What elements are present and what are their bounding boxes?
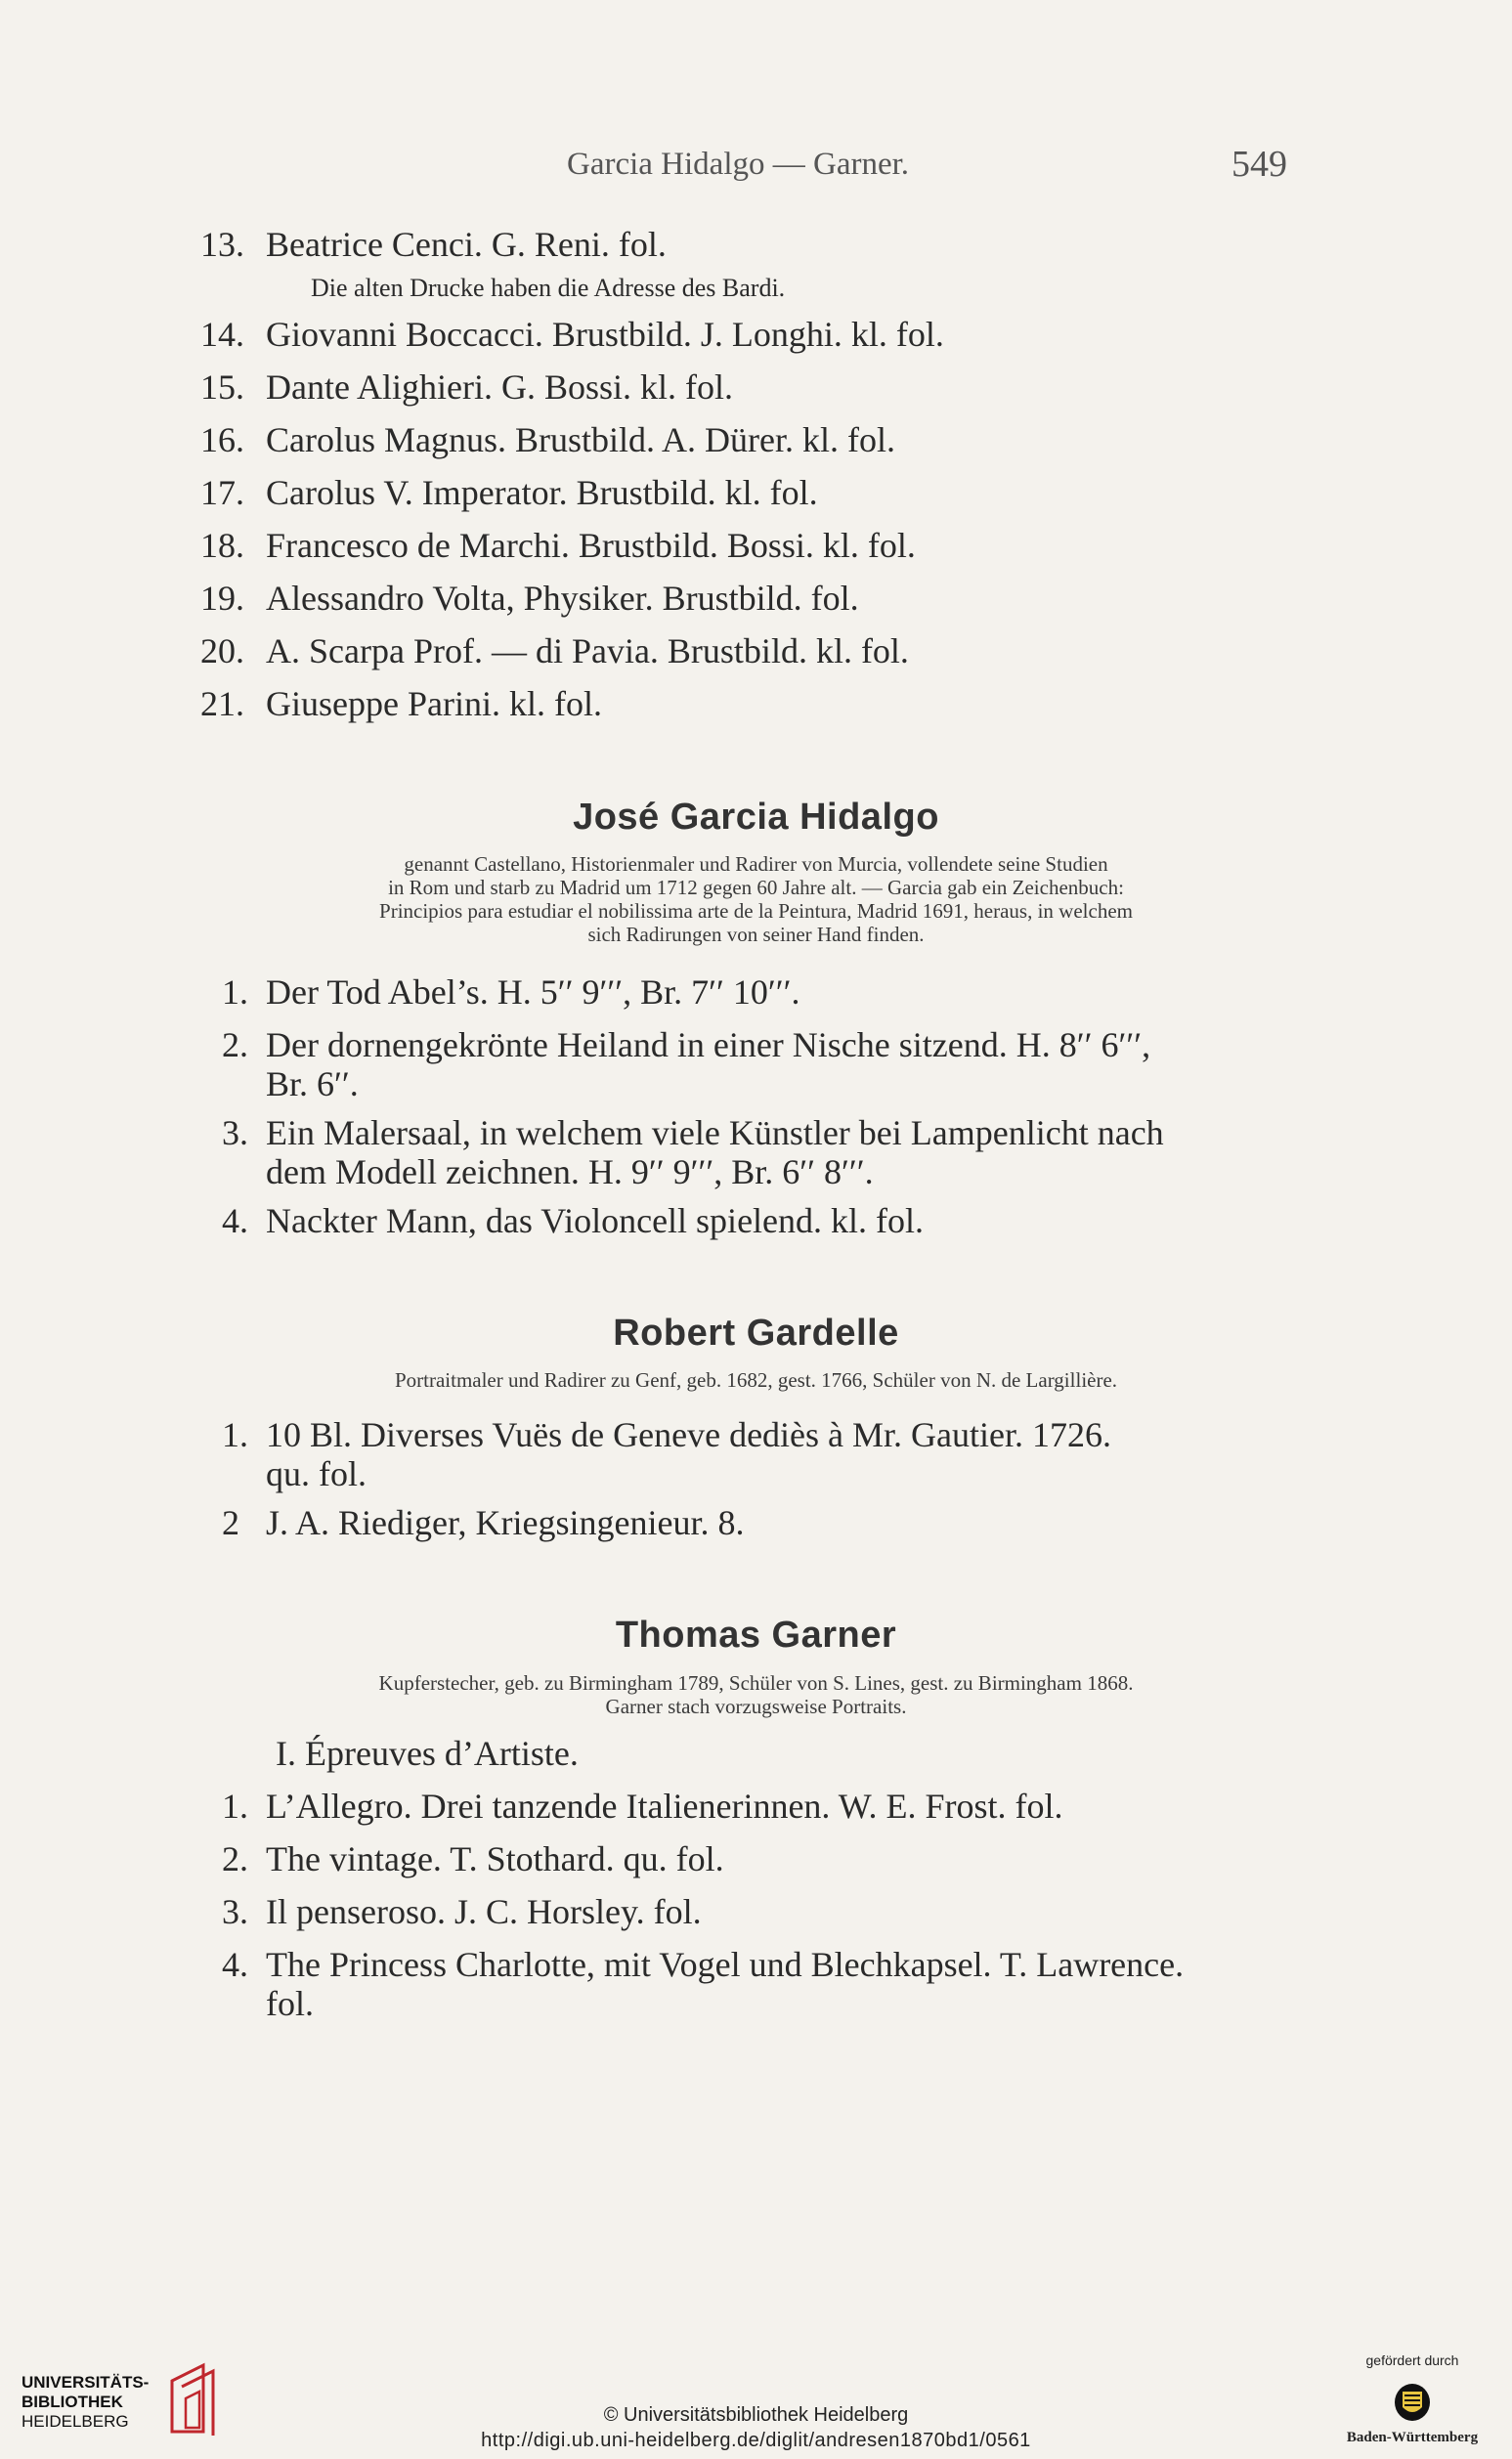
book-page: Garcia Hidalgo — Garner. 549 13. Beatrice Cenci. G. Reni. fol. Die alten Drucke haben die Adresse des Bardi. 14. Giovanni Boccacci. Brustbild. J. Longhi. kl. fol. 15. Dante Alighieri. G. Bossi. kl. fol. 16. Carolus Magnus. Brustbild. A. Dürer. kl. fol. 17. Carolus V. Imperator. Brustbild. kl. fol. 18. Francesco de Marchi. Brustbild. Bossi. kl. fol. 19. Alessandro Volta, Physiker. Brustbild. fol. 20. A. Scarpa Prof. — di Pavia. Brustbild. kl. fol. 21. Giuseppe Parini. kl. fol. José Garcia Hidalgo genannt Castellano, Historienmaler und Radirer von Murcia, vollendete seine Studien in Rom und starb zu Madrid um 1712 gegen 60 Jahre alt. — Garcia gab ein Zeichenbuch: Principios para estudiar el nobilissima arte de la Peintura, Madrid 1691, heraus, in welchem sich Radirungen von seiner Hand finden. 1. Der Tod Abel’s. H. 5′′ 9′′′, Br. 7′′ 10′′′. 2. Der dornengekrönte Heiland in einer Nische sitzend. H. 8′′ 6′′′, Br. 6′′. 3. Ein Malersaal, in welchem viele Künstler bei Lampenlicht nach dem Modell zeichnen. H. 9′′ 9′′′, Br. 6′′ 8′′′. 4. Nackter Mann, das Violoncell spielend. kl. fol. Robert Gardelle Portraitmaler und Radirer zu Genf, geb. 1682, gest. 1766, Schüler von N. de Largillière. 1. 10 Bl. Diverses Vuës de Geneve dediès à Mr. Gautier. 1726. qu. fol. 2 J. A. Riediger, Kriegsingenieur. 8. Thomas Garner Kupferstecher, geb. zu Birmingham 1789, Schüler von S. Lines, gest. zu Birmingham 1868. Garner stach vorzugsweise Portraits. I. Épreuves d’Artiste. 1. L’Allegro. Drei tanzende Italienerinnen. W. E. Frost. fol. 2. The vintage. T. Stothard. qu. fol. 3. Il penseroso. J. C. Horsley. fol. 4. The Princess Charlotte, mit Vogel und Blechkapsel. T. Lawrence. fol. UNIVERSITÄTS- BIBLIOTHEK HEIDELBERG © Universitätsbibliothek Heidelberg http://digi.ub.uni-heidelberg.de/diglit/andresen1870bd1/0561 gefördert durch Baden-Württemberg [0, 0, 1512, 2459]
subheading: I. Épreuves d’Artiste. [276, 1734, 579, 1773]
copyright-notice: © Universitätsbibliothek Heidelberg [603, 2404, 909, 2426]
artist-heading: Thomas Garner [615, 1615, 897, 1656]
artist-heading: Robert Gardelle [613, 1313, 899, 1354]
artist-bio: Portraitmaler und Radirer zu Genf, geb. 1682, gest. 1766, Schüler von N. de Largillière. [394, 1368, 1118, 1392]
list-item-note: Die alten Drucke haben die Adresse des Bardi. [311, 274, 786, 302]
header-title: Garcia Hidalgo — Garner. [567, 147, 910, 182]
state-coat-of-arms-icon [1393, 2378, 1432, 2423]
artist-heading: José Garcia Hidalgo [573, 797, 939, 838]
funder-block[interactable] [1319, 2352, 1505, 2446]
permalink-url[interactable]: http://digi.ub.uni-heidelberg.de/diglit/andresen1870bd1/0561 [481, 2430, 1031, 2451]
artist-bio: genannt Castellano, Historienmaler und Radirer von Murcia, vollendete seine Studien in Rom und starb zu Madrid um 1712 gegen 60 Jahre alt. — Garcia gab ein Zeichenbuch: Principios para estudiar el nobilissima arte de la Peintura, Madrid 1691, heraus, in welchem sich Radirungen von seiner Hand finden. [379, 852, 1133, 946]
library-logo[interactable]: UNIVERSITÄTS- BIBLIOTHEK HEIDELBERG [20, 2346, 215, 2443]
page-number: 549 [1231, 144, 1287, 185]
artist-bio: Kupferstecher, geb. zu Birmingham 1789, Schüler von S. Lines, gest. zu Birmingham 1868. Garner stach vorzugsweise Portraits. [378, 1671, 1134, 1718]
funder-name: Baden-Württemberg [1346, 2430, 1479, 2445]
funded-by-label: gefördert durch [1365, 2352, 1459, 2368]
